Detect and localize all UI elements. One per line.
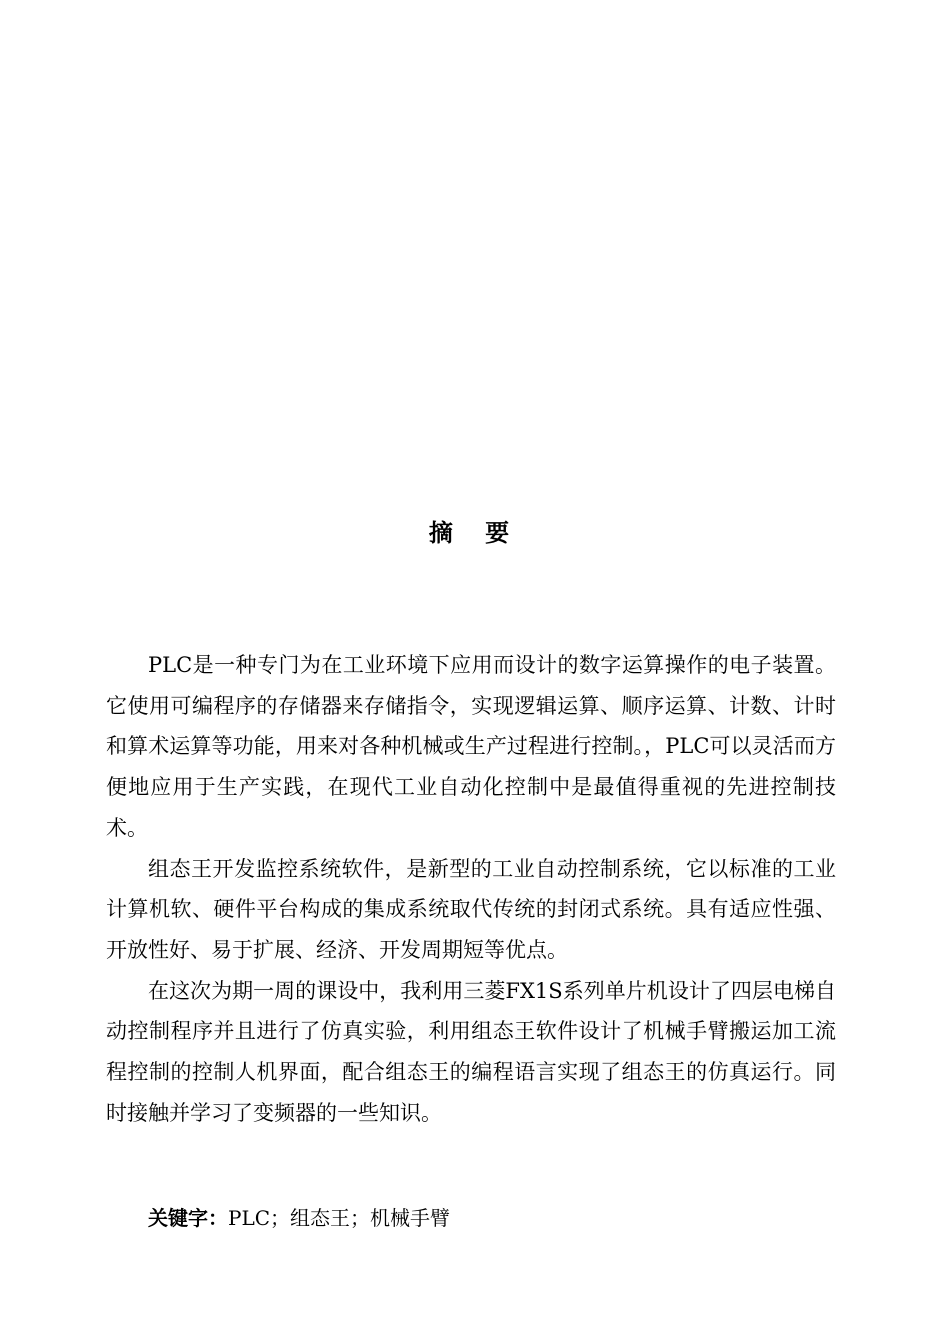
keywords-line <box>148 1200 450 1236</box>
keywords-values: PLC；组态王；机械手臂 <box>228 1206 451 1230</box>
abstract-body <box>106 645 836 1133</box>
abstract-paragraph-2: 组态王开发监控系统软件，是新型的工业自动控制系统，它以标准的工业计算机软、硬件平台构成的集成系统取代传统的封闭式系统。具有适应性强、开放性好、易于扩展、经济、开发周期短等优点。 <box>106 856 836 962</box>
abstract-title: 摘 要 <box>428 519 522 547</box>
abstract-paragraph-1: PLC是一种专门为在工业环境下应用而设计的数字运算操作的电子装置。它使用可编程序的存储器来存储指令，实现逻辑运算、顺序运算、计数、计时和算术运算等功能，用来对各种机械或生产过程进行控制。，PLC可以灵活而方便地应用于生产实践，在现代工业自动化控制中是最值得重视的先进控制技术。 <box>106 653 836 840</box>
abstract-paragraph-3: 在这次为期一周的课设中，我利用三菱FX1S系列单片机设计了四层电梯自动控制程序并且进行了仿真实验，利用组态王软件设计了机械手臂搬运加工流程控制的控制人机界面，配合组态王的编程语言实现了组态王的仿真运行。同时接触并学习了变频器的一些知识。 <box>106 978 836 1125</box>
keywords-label: 关键字： <box>148 1206 228 1230</box>
